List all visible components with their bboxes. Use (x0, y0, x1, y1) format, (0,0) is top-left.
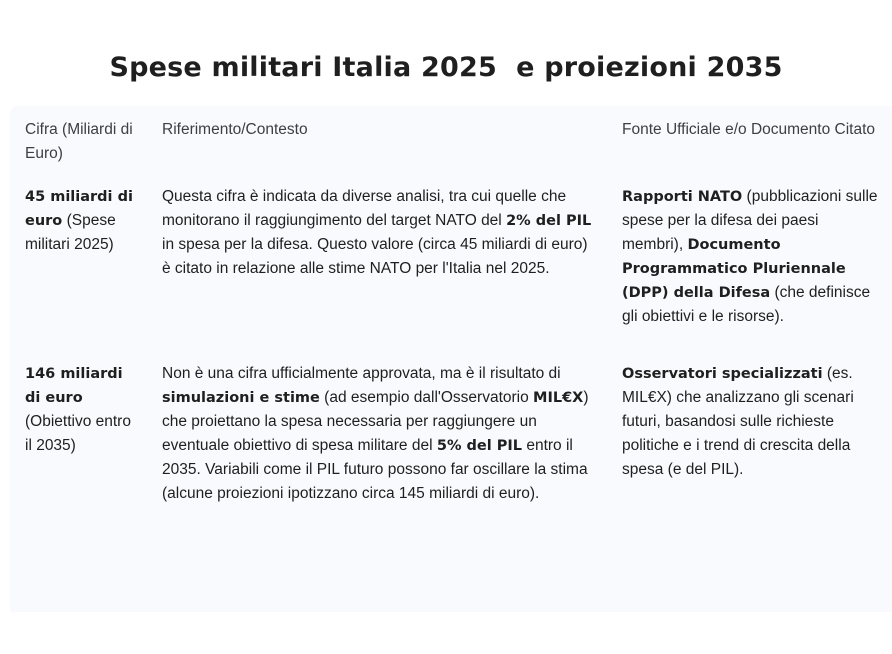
cell-context (147, 351, 607, 528)
source-text: (che definisce gli obiettivi e le risorse). (622, 284, 871, 325)
context-highlight: 5% del PIL (436, 438, 523, 454)
context-text: Non è una cifra ufficialmente approvata, ma è il risultato di (162, 365, 561, 382)
context-text: (ad esempio dall'Osservatorio (319, 389, 534, 406)
header-context: Riferimento/Contesto (162, 121, 308, 138)
table-row (10, 174, 892, 351)
table-header-row (10, 106, 892, 174)
context-highlight: 2% del PIL (506, 213, 592, 229)
data-table (10, 106, 892, 528)
source-text: (es. MIL€X) che analizzano gli scenari futuri, basandosi sulle richieste politiche e i trend di crescita della spesa (e del PIL). (622, 365, 854, 478)
cell-context (147, 174, 607, 351)
amount-value: 45 miliardi di euro (25, 189, 133, 229)
source-highlight: Documento Programmatico Pluriennale (DPP) della Difesa (622, 237, 846, 301)
context-highlight: simulazioni e stime (162, 390, 320, 406)
header-source: Fonte Ufficiale e/o Documento Citato (622, 121, 876, 138)
page-title: Spese militari Italia 2025 e proiezioni 2035 (109, 52, 783, 84)
cell-source (607, 351, 892, 528)
amount-value: 146 miliardi di euro (25, 366, 123, 406)
source-highlight: Osservatori specializzati (622, 366, 823, 382)
context-highlight: MIL€X (533, 390, 584, 406)
table-row (10, 351, 892, 528)
amount-note: (Obiettivo entro il 2035) (25, 413, 131, 454)
source-text: (pubblicazioni sulle spese per la difesa dei paesi membri), (622, 188, 878, 253)
cell-source (607, 174, 892, 351)
cell-amount (10, 351, 147, 528)
cell-amount (10, 174, 147, 351)
context-text: entro il 2035. Variabili come il PIL futuro possono far oscillare la stima (alcune proiezioni ipotizzano circa 145 miliardi di euro). (162, 437, 588, 502)
amount-note: (Spese militari 2025) (25, 212, 116, 253)
data-table-container (10, 106, 892, 612)
header-amount: Cifra (Miliardi di Euro) (25, 121, 133, 162)
source-highlight: Rapporti NATO (622, 189, 743, 205)
context-text: Questa cifra è indicata da diverse analisi, tra cui quelle che monitorano il raggiungimento del target NATO del (162, 188, 567, 229)
context-text: ) che proiettano la spesa necessaria per raggiungere un eventuale obiettivo di spesa militare del (162, 389, 589, 454)
context-text: in spesa per la difesa. Questo valore (circa 45 miliardi di euro) è citato in relazione alle stime NATO per l'Italia nel 2025. (162, 236, 588, 277)
